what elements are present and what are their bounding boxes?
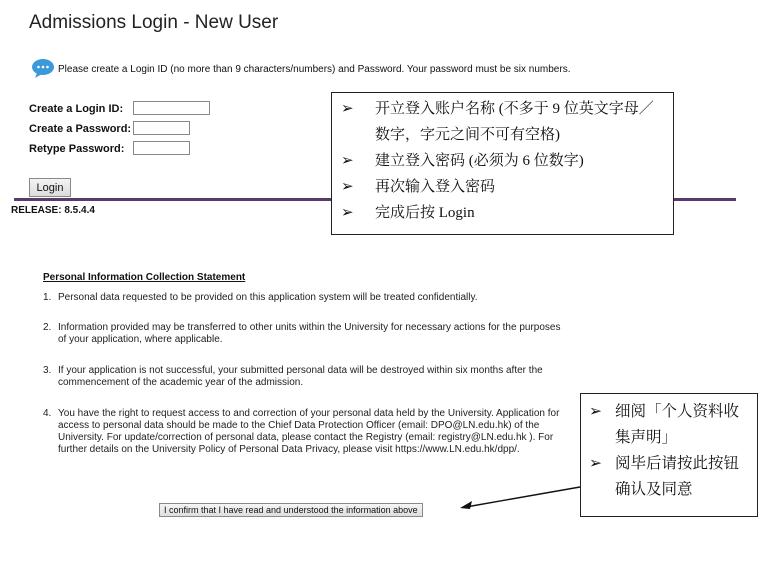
statement-item: 4. You have the right to request access to and correction of your personal data held by the University. Application for access to personal data should be made to the Chief Data Protection Officer (email: DPO@LN.edu.hk) of the University. For update/correction of personal data, please contact the Registry (email: registry@LN.edu.hk ). For further details on the University Policy of Personal Data Privacy, please visit https://www.LN.edu.hk/dpp/. [43, 408, 560, 455]
callout-login-instructions [331, 92, 674, 235]
callout-item: ➢ 完成后按 Login [341, 200, 663, 226]
callout-item: ➢ 阅毕后请按此按钮确认及同意 [589, 451, 749, 503]
callout-confirm-instructions [580, 393, 758, 517]
statement-item: 2. Information provided may be transferred to other units within the University for necessary actions for the purposes of your application, where applicable. [43, 322, 561, 345]
chat-bubble-icon [31, 58, 55, 78]
callout-item: ➢ 再次输入登入密码 [341, 174, 663, 200]
login-id-input[interactable] [133, 101, 210, 115]
retype-password-label: Retype Password: [29, 143, 125, 155]
retype-password-input[interactable] [133, 141, 190, 155]
page-title: Admissions Login - New User [29, 12, 279, 33]
password-label: Create a Password: [29, 123, 132, 135]
arrow-bullet-icon: ➢ [341, 153, 354, 169]
arrow-bullet-icon: ➢ [589, 455, 602, 472]
callout-item: ➢ 开立登入账户名称 (不多于 9 位英文字母／数字，字元之间不可有空格) [341, 96, 663, 148]
statement-item: 1. Personal data requested to be provided on this application system will be treated confidentially. [43, 292, 478, 303]
callout-item: ➢ 建立登入密码 (必须为 6 位数字) [341, 148, 663, 174]
statement-item: 3. If your application is not successful, your submitted personal data will be destroyed within six months after the commencement of the academic year of the admission. [43, 365, 543, 388]
callout-item: ➢ 细阅「个人资料收集声明」 [589, 399, 749, 451]
confirm-button[interactable]: I confirm that I have read and understood the information above [159, 503, 423, 517]
login-id-label: Create a Login ID: [29, 103, 124, 115]
arrow-pointer-icon [458, 474, 598, 514]
arrow-bullet-icon: ➢ [341, 101, 354, 117]
notice-text: Please create a Login ID (no more than 9 characters/numbers) and Password. Your password must be six numbers. [58, 64, 571, 75]
arrow-bullet-icon: ➢ [589, 403, 602, 420]
statement-title: Personal Information Collection Statement [43, 272, 246, 283]
arrow-bullet-icon: ➢ [341, 179, 354, 195]
release-version: RELEASE: 8.5.4.4 [11, 205, 95, 216]
arrow-bullet-icon: ➢ [341, 205, 354, 221]
password-input[interactable] [133, 121, 190, 135]
login-button[interactable]: Login [29, 178, 71, 197]
